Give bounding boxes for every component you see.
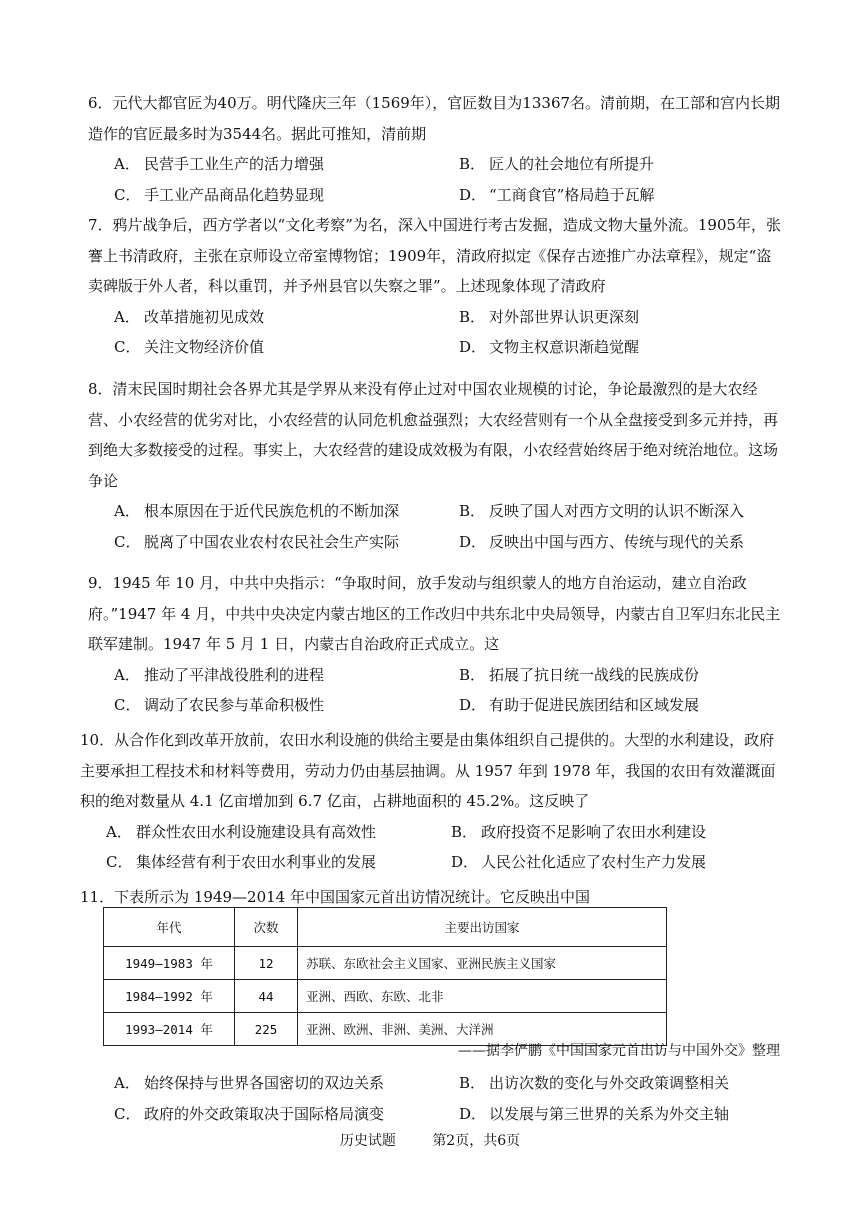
table-header-row — [104, 908, 667, 947]
option-d[interactable]: D． 文物主权意识渐趋觉醒 — [459, 338, 640, 356]
table-source: ——据李俨鹏《中国国家元首出访与中国外交》整理 — [458, 1043, 780, 1059]
footer-page-number: 第2页，共6页 — [432, 1133, 521, 1149]
option-c[interactable]: C． 关注文物经济价值 — [114, 338, 265, 356]
option-b[interactable]: B． 匠人的社会地位有所提升 — [459, 155, 655, 173]
footer-subject: 历史试题 — [339, 1133, 396, 1149]
question-stem: 9．1945 年 10 月，中共中央指示：“争取时间，放手发动与组织蒙人的地方自治运动，建立自治政府。”1947 年 4 月，中共中央决定内蒙古地区的工作改归中共东北中央局领导，内蒙古自卫军归东北民主联军建制。1947 年 5 月 1 日，内蒙古自治政府正式成立。这 — [88, 574, 781, 653]
table-cell: 12 — [235, 947, 298, 980]
visit-statistics-table — [103, 907, 667, 1046]
question-10 — [80, 725, 782, 878]
option-a[interactable]: A． 始终保持与世界各国密切的双边关系 — [114, 1074, 385, 1092]
options — [88, 149, 782, 210]
table-cell: 亚洲、欧洲、非洲、美洲、大洋洲 — [298, 1013, 667, 1046]
question-number: 7． — [88, 216, 113, 234]
options — [88, 496, 782, 557]
question-7 — [88, 210, 782, 363]
option-b[interactable]: B． 出访次数的变化与外交政策调整相关 — [459, 1074, 730, 1092]
table-cell: 1984—1992 年 — [104, 980, 235, 1013]
question-8 — [88, 374, 782, 557]
table-header: 主要出访国家 — [298, 908, 667, 947]
question-6 — [88, 88, 782, 210]
question-9 — [88, 568, 782, 721]
table-row — [104, 980, 667, 1013]
option-d[interactable]: D． “工商食官”格局趋于瓦解 — [459, 185, 655, 204]
option-a[interactable]: A． 根本原因在于近代民族危机的不断加深 — [114, 502, 400, 520]
option-d[interactable]: D． 人民公社化适应了农村生产力发展 — [451, 853, 707, 871]
table-cell: 1949—1983 年 — [104, 947, 235, 980]
question-number: 9． — [88, 574, 113, 592]
options — [80, 817, 782, 878]
table-cell: 1993—2014 年 — [104, 1013, 235, 1046]
option-c[interactable]: C． 集体经营有利于农田水利事业的发展 — [106, 853, 377, 871]
question-11-options — [88, 1068, 782, 1129]
option-d[interactable]: D． 反映出中国与西方、传统与现代的关系 — [459, 532, 745, 551]
table-header: 年代 — [104, 908, 235, 947]
question-number: 8． — [88, 380, 113, 398]
question-stem: 11．下表所示为 1949—2014 年中国国家元首出访情况统计。它反映出中国 — [80, 888, 590, 906]
options — [88, 660, 782, 721]
page-footer — [0, 1130, 860, 1150]
option-c[interactable]: C． 政府的外交政策取决于国际格局演变 — [114, 1104, 385, 1123]
option-a[interactable]: A． 民营手工业生产的活力增强 — [114, 155, 325, 173]
option-d[interactable]: D． 有助于促进民族团结和区域发展 — [459, 696, 700, 714]
options — [88, 302, 782, 363]
table-cell: 苏联、东欧社会主义国家、亚洲民族主义国家 — [298, 947, 667, 980]
option-b[interactable]: B． 政府投资不足影响了农田水利建设 — [451, 822, 707, 841]
option-c[interactable]: C． 调动了农民参与革命积极性 — [114, 696, 325, 714]
option-c[interactable]: C． 手工业产品商品化趋势显现 — [114, 185, 325, 204]
question-number: 11． — [80, 888, 115, 906]
options — [88, 1068, 782, 1129]
option-a[interactable]: A． 群众性农田水利设施建设具有高效性 — [106, 822, 377, 841]
table-cell: 225 — [235, 1013, 298, 1046]
question-number: 6． — [88, 94, 113, 112]
option-b[interactable]: B． 对外部世界认识更深刻 — [459, 307, 640, 326]
table-cell: 亚洲、西欧、东欧、北非 — [298, 980, 667, 1013]
question-stem: 6．元代大都官匠为40万。明代隆庆三年（1569年），官匠数目为13367名。清前期，在工部和宫内长期造作的官匠最多时为3544名。据此可推知，清前期 — [88, 94, 781, 143]
option-a[interactable]: A． 改革措施初见成效 — [114, 307, 265, 326]
question-stem: 8．清末民国时期社会各界尤其是学界从来没有停止过对中国农业规模的讨论，争论最激烈的是大农经营、小农经营的优劣对比，小农经营的认同危机愈益强烈；大农经营则有一个从全盘接受到多元并持，再到绝大多数接受的过程。事实上，大农经营的建设成效极为有限，小农经营始终居于绝对统治地位。这场争论 — [88, 380, 779, 490]
question-number: 10． — [80, 731, 115, 749]
table-row — [104, 947, 667, 980]
question-stem: 7．鸦片战争后，西方学者以“文化考察”为名，深入中国进行考古发掘，造成文物大量外流。1905年，张謇上书清政府，主张在京师设立帝室博物馆；1909年，清政府拟定《保存古迹推广办法章程》，规定“盗卖碑版于外人者，科以重罚，并予州县官以失察之罪”。上述现象体现了清政府 — [88, 216, 782, 295]
question-stem: 10．从合作化到改革开放前，农田水利设施的供给主要是由集体组织自己提供的。大型的水利建设，政府主要承担工程技术和材料等费用，劳动力仍由基层抽调。从 1957 年到 1978 年，我国的农田有效灌溉面积的绝对数量从 4.1 亿亩增加到 6.7 亿亩，占耕地面积的 45.2%。这反映了 — [80, 731, 776, 810]
table-header: 次数 — [235, 908, 298, 947]
option-d[interactable]: D． 以发展与第三世界的关系为外交主轴 — [459, 1104, 730, 1123]
option-b[interactable]: B． 反映了国人对西方文明的认识不断深入 — [459, 502, 745, 520]
table-cell: 44 — [235, 980, 298, 1013]
option-c[interactable]: C． 脱离了中国农业农村农民社会生产实际 — [114, 532, 400, 551]
option-b[interactable]: B． 拓展了抗日统一战线的民族成份 — [459, 665, 700, 684]
option-a[interactable]: A． 推动了平津战役胜利的进程 — [114, 665, 325, 684]
